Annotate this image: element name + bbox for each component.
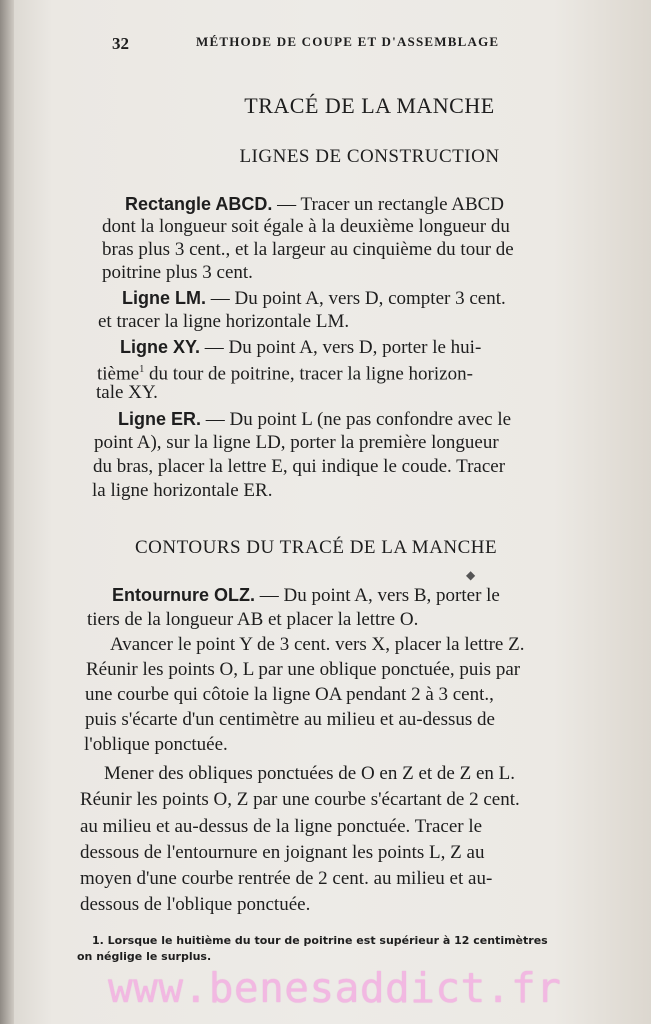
- paragraph-rectangle-line-3: bras plus 3 cent., et la largeur au cinquième du tour de: [102, 239, 514, 260]
- footnote-ref: 1: [139, 364, 145, 375]
- paragraph-2-line-4: puis s'écarte d'un centimètre au milieu et au-dessus de: [85, 709, 495, 730]
- paragraph-2-line-3: une courbe qui côtoie la ligne OA pendant 2 à 3 cent.,: [85, 684, 494, 705]
- paragraph-3-line-5: moyen d'une courbe rentrée de 2 cent. au milieu et au-: [80, 868, 493, 889]
- paragraph-entournure-line-2: tiers de la longueur AB et placer la lettre O.: [87, 609, 419, 630]
- paragraph-xy-line-2: tième$^1$ du tour de poitrine, tracer la ligne horizon-: [97, 363, 473, 385]
- paragraph-rectangle-line-2: dont la longueur soit égale à la deuxième longueur du: [102, 216, 510, 237]
- footnote-line-2: on néglige le surplus.: [77, 950, 212, 963]
- label-ligne-er: Ligne ER.: [118, 409, 202, 429]
- paragraph-3-line-2: Réunir les points O, Z par une courbe s'écartant de 2 cent.: [80, 789, 520, 810]
- paragraph-rectangle-line-4: poitrine plus 3 cent.: [102, 262, 253, 283]
- footnote-line-1: 1. Lorsque le huitième du tour de poitrine est supérieur à 12 centimètres: [92, 934, 548, 947]
- label-ligne-xy: Ligne XY.: [120, 337, 201, 357]
- running-title: MÉTHODE DE COUPE ET D'ASSEMBLAGE: [196, 34, 500, 49]
- paragraph-3-line-4: dessous de l'entournure en joignant les points L, Z au: [80, 842, 485, 863]
- label-ligne-lm: Ligne LM.: [122, 288, 206, 308]
- watermark: www.benesaddict.fr: [108, 964, 562, 1012]
- paragraph-er-line-2: point A), sur la ligne LD, porter la première longueur: [94, 432, 499, 453]
- section-heading-contours: CONTOURS DU TRACÉ DE LA MANCHE: [135, 537, 498, 558]
- paragraph-xy-line-3: tale XY.: [96, 382, 158, 403]
- paragraph-2-line-5: l'oblique ponctuée.: [84, 734, 228, 755]
- paragraph-3-line-3: au milieu et au-dessus de la ligne ponctuée. Tracer le: [80, 816, 483, 837]
- paragraph-3-line-1: Mener des obliques ponctuées de O en Z et de Z en L.: [104, 763, 516, 784]
- label-rectangle: Rectangle ABCD.: [125, 194, 273, 214]
- paragraph-lm-line-2: et tracer la ligne horizontale LM.: [98, 311, 350, 332]
- paragraph-er-line-4: la ligne horizontale ER.: [92, 480, 273, 501]
- paragraph-entournure-line-1: Entournure OLZ. — Du point A, vers B, porter le: [112, 585, 500, 606]
- paragraph-2-line-1: Avancer le point Y de 3 cent. vers X, placer la lettre Z.: [110, 634, 525, 655]
- paragraph-xy-line-1: Ligne XY. — Du point A, vers D, porter le hui-: [120, 337, 482, 358]
- chapter-title: TRACÉ DE LA MANCHE: [244, 93, 495, 118]
- paragraph-lm-line-1: Ligne LM. — Du point A, vers D, compter 3 cent.: [122, 288, 506, 309]
- paragraph-rectangle-line-1: Rectangle ABCD. — Tracer un rectangle ABCD: [125, 194, 505, 215]
- page-number: 32: [112, 34, 129, 53]
- paragraph-er-line-3: du bras, placer la lettre E, qui indique le coude. Tracer: [93, 456, 506, 477]
- paragraph-3-line-6: dessous de l'oblique ponctuée.: [80, 894, 311, 915]
- paragraph-2-line-2: Réunir les points O, L par une oblique ponctuée, puis par: [86, 659, 521, 680]
- ink-mark: ◆: [466, 568, 476, 582]
- label-entournure: Entournure OLZ.: [112, 585, 255, 605]
- section-heading-construction: LIGNES DE CONSTRUCTION: [239, 146, 500, 167]
- paragraph-er-line-1: Ligne ER. — Du point L (ne pas confondre avec le: [118, 409, 512, 430]
